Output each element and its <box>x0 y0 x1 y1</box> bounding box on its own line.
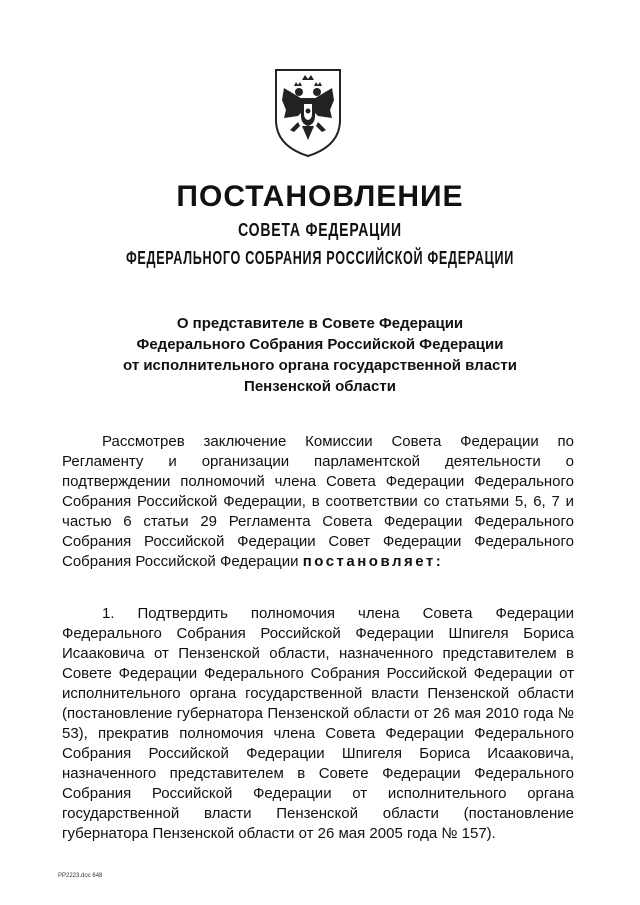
heading-line-3: от исполнительного органа государственной власти <box>123 357 517 374</box>
preamble-text: Рассмотрев заключение Комиссии Совета Федерации по Регламенту и организации парламентской деятельности о подтверждении полномочий члена Совета Федерации Федерального Собрания Российской Федерации, в соответствии со статьями 5, 6, 7 и частью 6 статьи 29 Регламента Совета Федерации Федерального Собрания Российской Федерации Совет Федерации Федерального Собрания Российской Федерации <box>62 433 574 570</box>
document-title: ПОСТАНОВЛЕНИЕ <box>176 180 464 213</box>
document-heading <box>60 313 580 397</box>
heading-line-4: Пензенской области <box>244 378 396 395</box>
clause-1-paragraph <box>62 604 574 844</box>
coat-of-arms-icon <box>272 66 344 158</box>
decision-verb: постановляет: <box>302 553 444 570</box>
preamble-paragraph <box>62 432 574 572</box>
footer-code: РР2223.doc 648 <box>58 873 103 879</box>
heading-line-1: О представителе в Совете Федерации <box>176 315 464 332</box>
heading-line-2: Федерального Собрания Российской Федерации <box>136 336 504 353</box>
issuer-line-1: СОВЕТА ФЕДЕРАЦИИ <box>238 220 402 240</box>
clause-1-text: 1. Подтвердить полномочия члена Совета Федерации Федерального Собрания Российской Федерации Шпигеля Бориса Исааковича от Пензенской области, назначенного представителем в Совете Федерации Федерального Собрания Российской Федерации от исполнительного органа государственной власти Пензенской области (постановление губернатора Пензенской области от 26 мая 2010 года № 53), прекратив полномочия члена Совета Федерации Федерального Собрания Российской Федерации Шпигеля Бориса Исааковича, назначенного представителем в Совете Федерации Федерального Собрания Российской Федерации от исполнительного органа государственной власти Пензенской области (постановление губернатора Пензенской области от 26 мая 2005 года № 157). <box>62 605 574 842</box>
issuer-line-2: ФЕДЕРАЛЬНОГО СОБРАНИЯ РОССИЙСКОЙ ФЕДЕРАЦИИ <box>125 248 515 268</box>
